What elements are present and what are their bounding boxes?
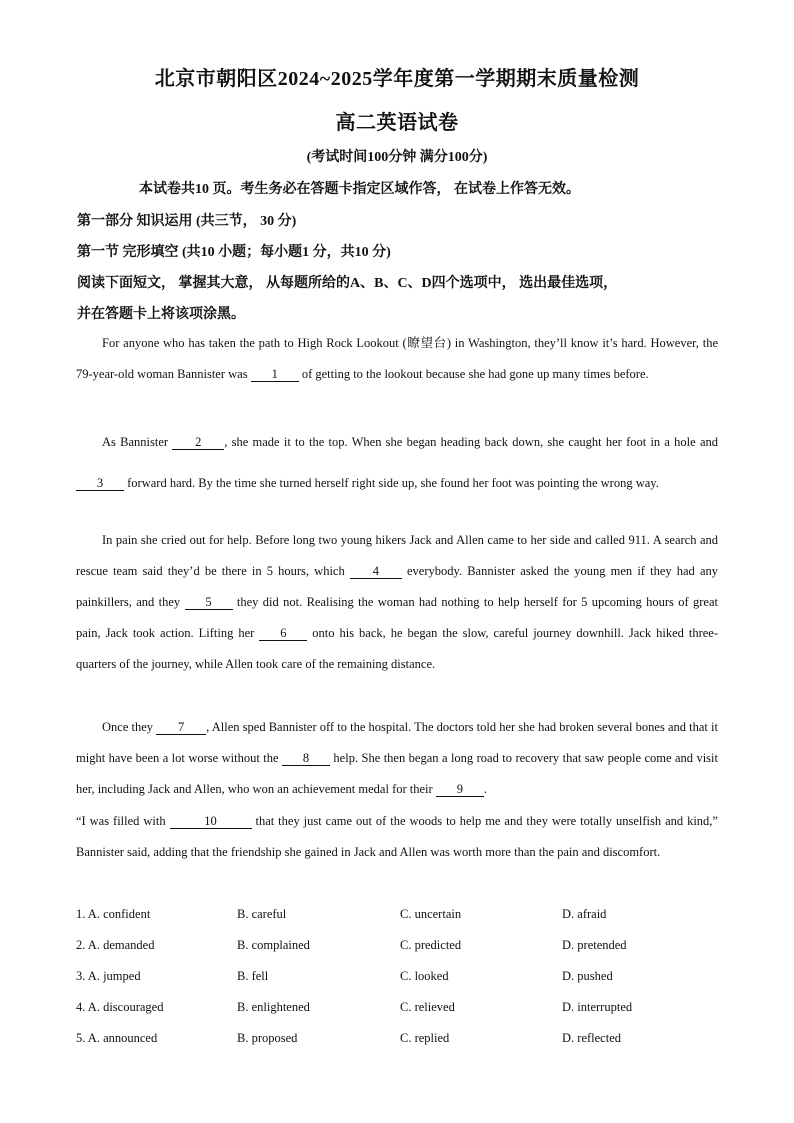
option-d: D. afraid <box>562 907 607 921</box>
option-a: 1. A. confident <box>76 907 151 921</box>
paragraph-text: everybody. Bannister asked the young men if they had any painkillers, and they <box>76 564 718 609</box>
exam-title: 北京市朝阳区2024~2025学年度第一学期期末质量检测 <box>154 68 640 90</box>
option-b: B. careful <box>237 907 287 921</box>
option-c: C. predicted <box>400 938 462 952</box>
paragraph-text: forward hard. By the time she turned herself right side up, she found her foot was pointing the wrong way. <box>124 476 659 490</box>
blank-10: 10 <box>170 814 252 829</box>
question-options-2 <box>76 938 726 958</box>
option-c: C. looked <box>400 969 449 983</box>
paragraph-text: onto his back, he began the slow, careful journey downhill. Jack hiked three-quarters of the journey, while Allen took care of the remaining distance. <box>76 626 718 671</box>
passage-paragraph-4 <box>76 712 718 805</box>
passage-paragraph-2 <box>76 422 718 504</box>
question-options-1 <box>76 907 726 927</box>
paragraph-text: . <box>483 782 487 796</box>
passage-paragraph-1 <box>76 328 718 390</box>
question-options-5 <box>76 1031 726 1051</box>
paragraph-text: help. She then began a long road to recovery that saw people come and visit her, including Jack and Allen, who won an achievement medal for their <box>76 751 718 796</box>
option-a: 2. A. demanded <box>76 938 155 952</box>
option-b: B. proposed <box>237 1031 298 1045</box>
paragraph-text: “I was filled with <box>76 814 170 828</box>
blank-4: 4 <box>350 564 402 579</box>
option-b: B. enlightened <box>237 1000 310 1014</box>
blank-3: 3 <box>76 476 124 491</box>
blank-5: 5 <box>185 595 233 610</box>
option-c: C. relieved <box>400 1000 455 1014</box>
passage-paragraph-5 <box>76 806 718 868</box>
paragraph-text: As Bannister <box>102 435 173 449</box>
blank-7: 7 <box>156 720 206 735</box>
paragraph-text: of getting to the lookout because she had gone up many times before. <box>298 367 649 381</box>
paragraph-text: they did not. Realising the woman had nothing to help herself for 5 upcoming hours of great pain, Jack took action. Lifting her <box>76 595 718 640</box>
question-options-3 <box>76 969 726 989</box>
blank-8: 8 <box>282 751 330 766</box>
option-d: D. pushed <box>562 969 613 983</box>
question-options-4 <box>76 1000 726 1020</box>
option-a: 3. A. jumped <box>76 969 141 983</box>
option-c: C. uncertain <box>400 907 462 921</box>
passage-paragraph-3 <box>76 525 718 680</box>
option-a: 5. A. announced <box>76 1031 158 1045</box>
section-heading: 第一节 完形填空 (共10 小题；每小题1 分，共10 分) <box>77 245 391 260</box>
option-d: D. pretended <box>562 938 627 952</box>
paragraph-text: , she made it to the top. When she began heading back down, she caught her foot in a hole and <box>224 435 718 449</box>
blank-1: 1 <box>251 367 299 382</box>
paragraph-text: For anyone who has taken the path to High Rock Lookout (瞭望台) in Washington, they’ll know it’s hard. However, the 79-year-old woman Bannister was <box>76 336 718 381</box>
blank-2: 2 <box>172 435 224 450</box>
paragraph-text: Once they <box>102 720 157 734</box>
direction-line-1: 阅读下面短文， 掌握其大意， 从每题所给的A、B、C、D四个选项中， 选出最佳选项， <box>77 276 618 291</box>
part-heading: 第一部分 知识运用 (共三节， 30 分) <box>77 214 297 229</box>
option-b: B. complained <box>237 938 310 952</box>
notice-text: 本试卷共10 页。考生务必在答题卡指定区域作答， 在试卷上作答无效。 <box>139 182 580 197</box>
paragraph-text: that they just came out of the woods to help me and they were totally unselfish and kind,” Bannister said, adding that the friendship she gained in Jack and Allen was worth more than the pain and discomfort. <box>76 814 718 859</box>
option-b: B. fell <box>237 969 269 983</box>
paragraph-text: In pain she cried out for help. Before long two young hikers Jack and Allen came to her side and called 911. A search and rescue team said they’d be there in 5 hours, which <box>76 533 718 578</box>
paragraph-text: , Allen sped Bannister off to the hospital. The doctors told her she had broken several bones and that it might have been a lot worse without the <box>76 720 718 765</box>
exam-info: (考试时间100分钟 满分100分) <box>306 150 488 165</box>
blank-6: 6 <box>259 626 307 641</box>
option-d: D. interrupted <box>562 1000 633 1014</box>
option-d: D. reflected <box>562 1031 621 1045</box>
option-c: C. replied <box>400 1031 450 1045</box>
direction-line-2: 并在答题卡上将该项涂黑。 <box>77 307 245 322</box>
exam-subject-title: 高二英语试卷 <box>335 112 459 134</box>
option-a: 4. A. discouraged <box>76 1000 164 1014</box>
blank-9: 9 <box>436 782 484 797</box>
